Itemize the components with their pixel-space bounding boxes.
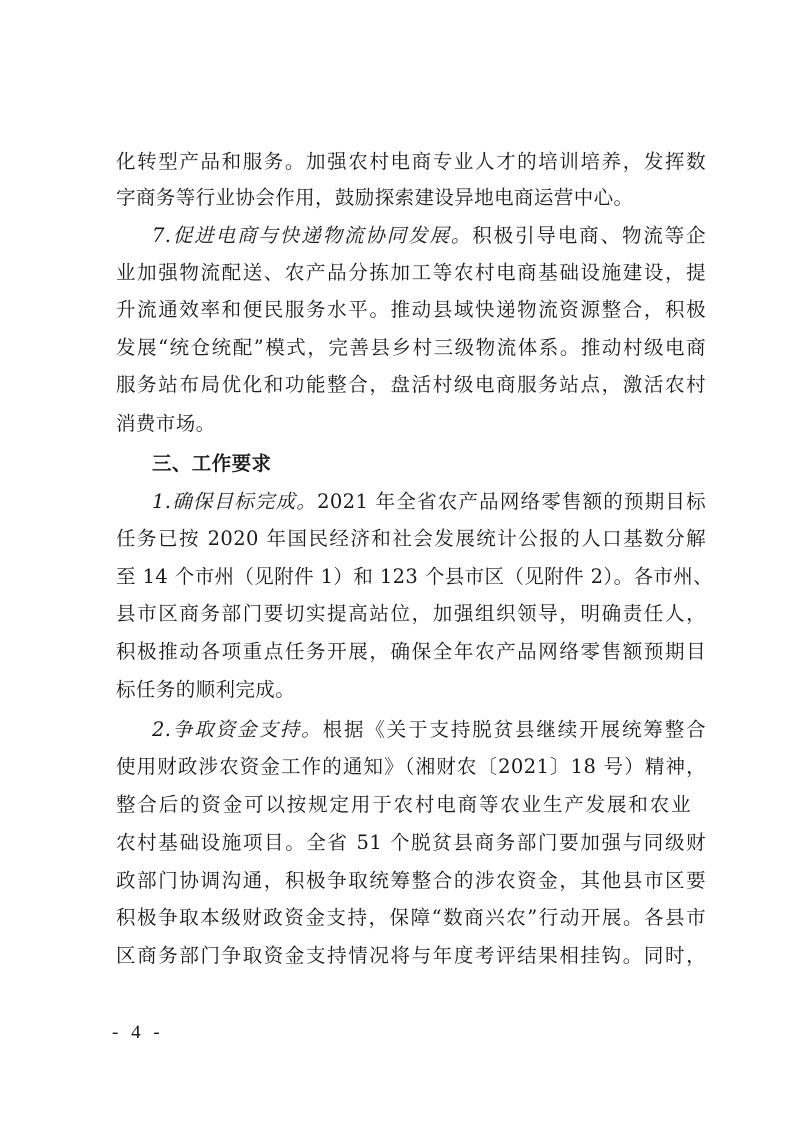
paragraph-line: 政部门协调沟通，积极争取统筹整合的涉农资金，其他县市区要 <box>116 869 706 892</box>
paragraph-line: 至 14 个市州（见附件 1）和 123 个县市区（见附件 2）。各市州、 <box>116 565 714 588</box>
paragraph-line: 升流通效率和便民服务水平。推动县域快递物流资源整合，积极 <box>116 298 706 321</box>
paragraph-line: 业加强物流配送、农产品分拣加工等农村电商基础设施建设，提 <box>116 261 706 284</box>
paragraph-line: 服务站布局优化和功能整合，盘活村级电商服务站点，激活农村 <box>116 373 706 396</box>
paragraph-line: 农村基础设施项目。全省 51 个脱贫县商务部门要加强与同级财 <box>116 831 706 854</box>
paragraph-line: 使用财政涉农资金工作的通知》（湘财农〔2021〕18 号）精神， <box>116 755 706 778</box>
paragraph-line: 发展“统仓统配”模式，完善县乡村三级物流体系。推动村级电商 <box>116 336 706 359</box>
paragraph-line: 积极推动各项重点任务开展，确保全年农产品网络零售额预期目 <box>116 640 706 663</box>
section-lead: 1.确保目标完成。 <box>152 490 318 513</box>
section-lead: 7.促进电商与快递物流协同发展。 <box>152 224 473 247</box>
paragraph-line: 整合后的资金可以按规定用于农村电商等农业生产发展和农业 <box>116 793 691 816</box>
paragraph-line: 字商务等行业协会作用，鼓励探索建设异地电商运营中心。 <box>116 186 634 209</box>
paragraph-line: 积极争取本级财政资金支持，保障“数商兴农”行动开展。各县市 <box>116 906 706 929</box>
paragraph-line: 任务已按 2020 年国民经济和社会发展统计公报的人口基数分解 <box>116 527 706 550</box>
page-number: - 4 - <box>112 1022 164 1043</box>
paragraph-line: 消费市场。 <box>116 412 216 435</box>
section-lead: 2.争取资金支持。 <box>152 718 323 741</box>
paragraph-line: 化转型产品和服务。加强农村电商专业人才的培训培养，发挥数 <box>116 150 706 173</box>
paragraph-line: 2.争取资金支持。根据《关于支持脱贫县继续开展统筹整合 <box>152 718 706 741</box>
section-heading: 三、工作要求 <box>152 452 272 475</box>
paragraph-line: 县市区商务部门要切实提高站位，加强组织领导，明确责任人， <box>116 602 706 625</box>
paragraph-line: 1.确保目标完成。2021 年全省农产品网络零售额的预期目标 <box>152 490 706 513</box>
paragraph-line: 标任务的顺利完成。 <box>116 678 296 701</box>
paragraph-line: 区商务部门争取资金支持情况将与年度考评结果相挂钩。同时， <box>116 944 706 967</box>
paragraph-line: 7.促进电商与快递物流协同发展。积极引导电商、物流等企 <box>152 224 706 247</box>
